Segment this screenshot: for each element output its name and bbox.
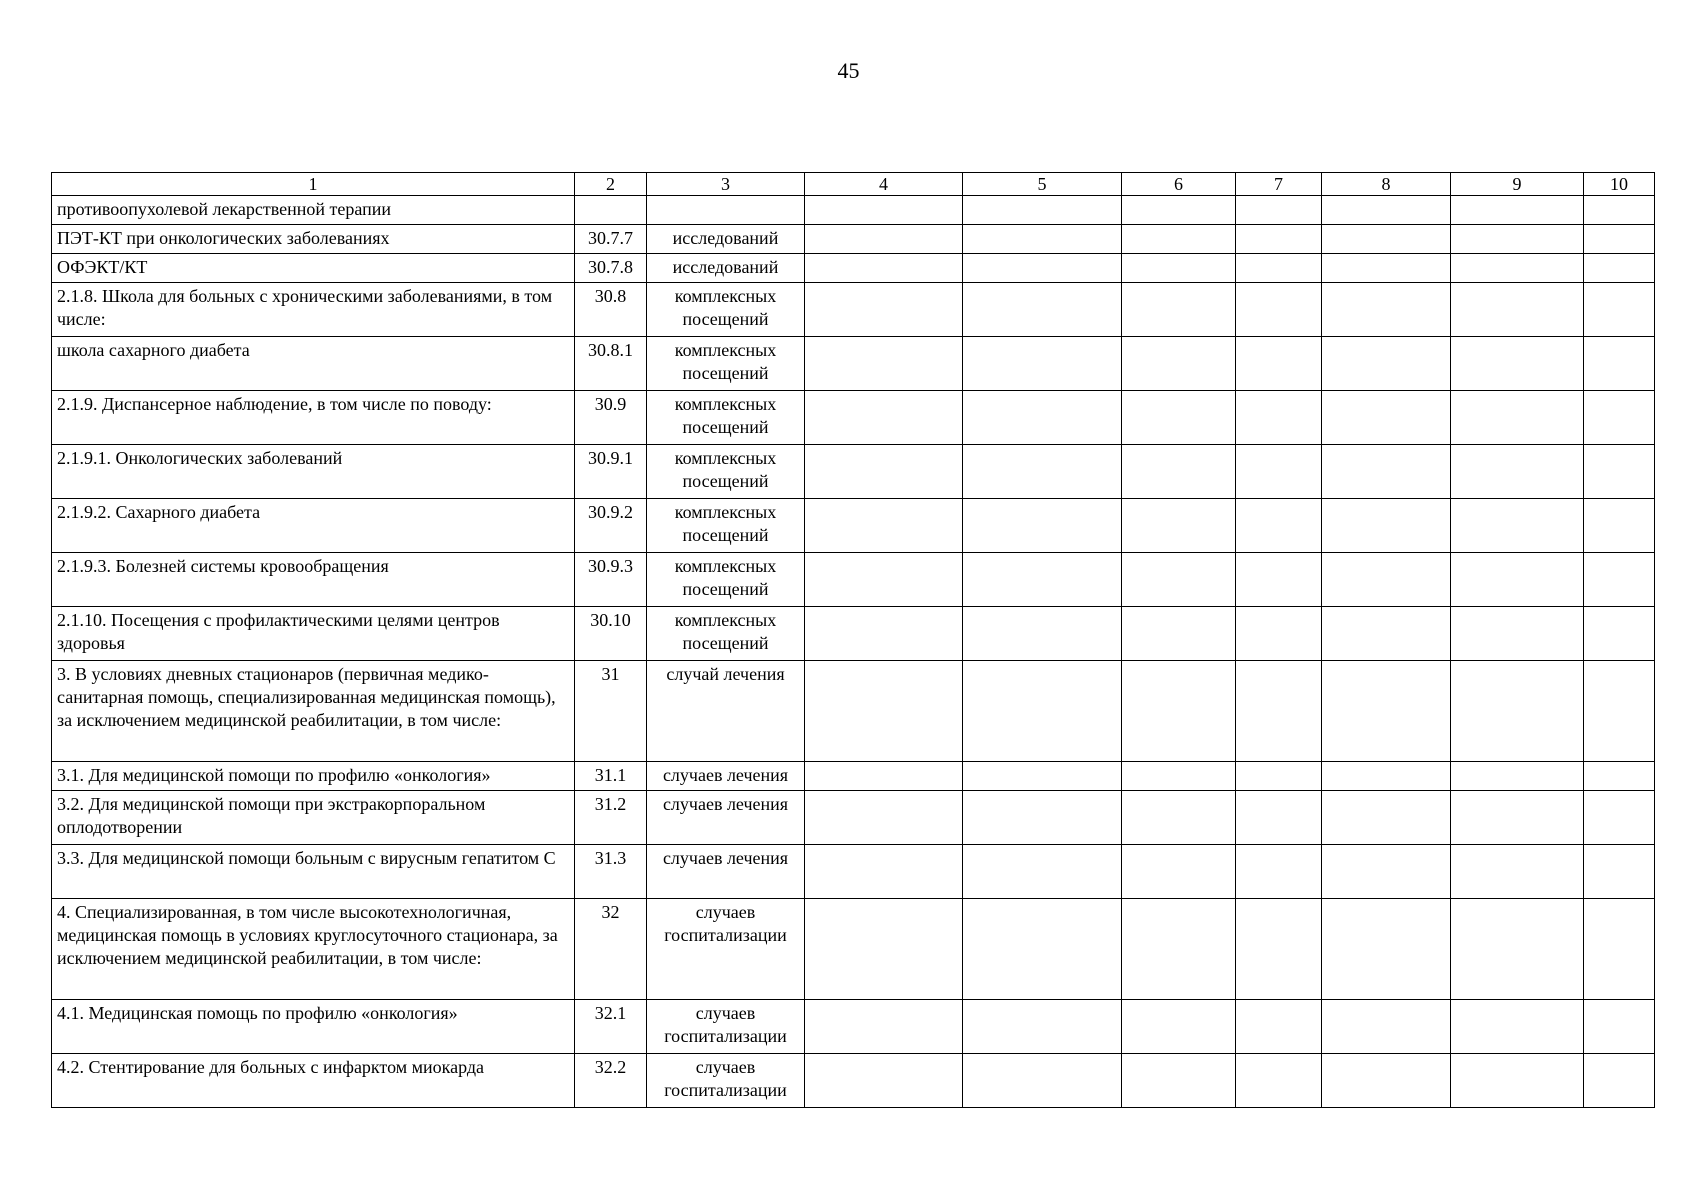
column-header: 10: [1584, 173, 1655, 196]
empty-cell: [1236, 762, 1322, 791]
empty-cell: [963, 762, 1122, 791]
empty-cell: [1584, 553, 1655, 607]
empty-cell: [1122, 254, 1236, 283]
empty-cell: [1584, 899, 1655, 1000]
empty-cell: [1122, 607, 1236, 661]
empty-cell: [1584, 225, 1655, 254]
table-row: [52, 899, 1655, 1000]
empty-cell: [1122, 845, 1236, 899]
table-row: [52, 391, 1655, 445]
row-unit: случаев лечения: [647, 845, 805, 899]
row-code: 30.8.1: [575, 337, 647, 391]
row-unit: случаев лечения: [647, 762, 805, 791]
empty-cell: [1236, 845, 1322, 899]
column-header: 3: [647, 173, 805, 196]
row-unit: случаев лечения: [647, 791, 805, 845]
empty-cell: [1236, 1054, 1322, 1108]
empty-cell: [963, 899, 1122, 1000]
row-code: 30.8: [575, 283, 647, 337]
row-name: 4.2. Стентирование для больных с инфарктом миокарда: [52, 1054, 575, 1108]
row-unit: комплексных посещений: [647, 499, 805, 553]
page-number: 45: [837, 58, 860, 83]
empty-cell: [1451, 337, 1584, 391]
empty-cell: [1451, 553, 1584, 607]
row-code: 31.3: [575, 845, 647, 899]
empty-cell: [1451, 1054, 1584, 1108]
table-row: [52, 845, 1655, 899]
empty-cell: [1584, 661, 1655, 762]
empty-cell: [1322, 899, 1451, 1000]
row-name: 4. Специализированная, в том числе высокотехнологичная, медицинская помощь в условиях круглосуточного стационара, за исключением медицинской реабилитации, в том числе:: [52, 899, 575, 1000]
empty-cell: [1236, 791, 1322, 845]
empty-cell: [1122, 661, 1236, 762]
empty-cell: [1584, 1054, 1655, 1108]
empty-cell: [963, 499, 1122, 553]
empty-cell: [1236, 337, 1322, 391]
empty-cell: [1236, 1000, 1322, 1054]
empty-cell: [1122, 225, 1236, 254]
row-code: 30.9.3: [575, 553, 647, 607]
empty-cell: [1322, 1054, 1451, 1108]
row-unit: случай лечения: [647, 661, 805, 762]
empty-cell: [1122, 445, 1236, 499]
data-table: [51, 172, 1655, 1108]
table-row: [52, 254, 1655, 283]
empty-cell: [1584, 762, 1655, 791]
row-name: 2.1.9.3. Болезней системы кровообращения: [52, 553, 575, 607]
empty-cell: [1322, 225, 1451, 254]
row-unit: комплексных посещений: [647, 337, 805, 391]
empty-cell: [1451, 791, 1584, 845]
empty-cell: [1584, 283, 1655, 337]
empty-cell: [963, 1054, 1122, 1108]
row-code: 31: [575, 661, 647, 762]
row-code: 30.7.8: [575, 254, 647, 283]
row-unit: комплексных посещений: [647, 607, 805, 661]
empty-cell: [1584, 607, 1655, 661]
row-name: 2.1.8. Школа для больных с хроническими заболеваниями, в том числе:: [52, 283, 575, 337]
table-row: [52, 499, 1655, 553]
row-code: 31.2: [575, 791, 647, 845]
empty-cell: [1322, 762, 1451, 791]
empty-cell: [1584, 254, 1655, 283]
empty-cell: [805, 1000, 963, 1054]
table-row: [52, 1054, 1655, 1108]
row-name: ПЭТ-КТ при онкологических заболеваниях: [52, 225, 575, 254]
row-unit: комплексных посещений: [647, 391, 805, 445]
empty-cell: [963, 607, 1122, 661]
row-code: 32: [575, 899, 647, 1000]
empty-cell: [963, 1000, 1122, 1054]
row-unit: комплексных посещений: [647, 445, 805, 499]
row-unit: случаев госпитализации: [647, 1054, 805, 1108]
table-row: [52, 283, 1655, 337]
empty-cell: [1122, 791, 1236, 845]
row-name: 4.1. Медицинская помощь по профилю «онкология»: [52, 1000, 575, 1054]
empty-cell: [1236, 899, 1322, 1000]
empty-cell: [1451, 254, 1584, 283]
empty-cell: [963, 283, 1122, 337]
table-row: [52, 791, 1655, 845]
empty-cell: [963, 791, 1122, 845]
empty-cell: [805, 845, 963, 899]
empty-cell: [1322, 499, 1451, 553]
column-header: 7: [1236, 173, 1322, 196]
row-code: [575, 196, 647, 225]
empty-cell: [1584, 445, 1655, 499]
row-code: 30.9.1: [575, 445, 647, 499]
empty-cell: [1122, 283, 1236, 337]
row-name: 3.1. Для медицинской помощи по профилю «онкология»: [52, 762, 575, 791]
table-row: [52, 196, 1655, 225]
row-name: 2.1.10. Посещения с профилактическими целями центров здоровья: [52, 607, 575, 661]
empty-cell: [805, 1054, 963, 1108]
column-header: 2: [575, 173, 647, 196]
column-header: 1: [52, 173, 575, 196]
empty-cell: [963, 391, 1122, 445]
empty-cell: [1236, 607, 1322, 661]
empty-cell: [1584, 845, 1655, 899]
empty-cell: [1236, 553, 1322, 607]
empty-cell: [1122, 499, 1236, 553]
empty-cell: [1322, 845, 1451, 899]
empty-cell: [805, 661, 963, 762]
empty-cell: [1122, 762, 1236, 791]
column-header: 5: [963, 173, 1122, 196]
empty-cell: [1236, 283, 1322, 337]
empty-cell: [1322, 391, 1451, 445]
empty-cell: [1122, 553, 1236, 607]
column-header: 4: [805, 173, 963, 196]
empty-cell: [1451, 499, 1584, 553]
column-header: 9: [1451, 173, 1584, 196]
empty-cell: [1236, 254, 1322, 283]
empty-cell: [963, 661, 1122, 762]
empty-cell: [963, 845, 1122, 899]
table-row: [52, 762, 1655, 791]
empty-cell: [1322, 791, 1451, 845]
empty-cell: [1122, 1054, 1236, 1108]
row-name: противоопухолевой лекарственной терапии: [52, 196, 575, 225]
empty-cell: [1451, 283, 1584, 337]
empty-cell: [1584, 791, 1655, 845]
empty-cell: [1236, 661, 1322, 762]
empty-cell: [805, 254, 963, 283]
empty-cell: [1236, 391, 1322, 445]
row-name: 3.2. Для медицинской помощи при экстракорпоральном оплодотворении: [52, 791, 575, 845]
table-row: [52, 337, 1655, 391]
header-row: [52, 173, 1655, 196]
row-name: 3.3. Для медицинской помощи больным с вирусным гепатитом С: [52, 845, 575, 899]
empty-cell: [1122, 337, 1236, 391]
empty-cell: [963, 225, 1122, 254]
empty-cell: [1236, 225, 1322, 254]
empty-cell: [805, 196, 963, 225]
empty-cell: [1451, 225, 1584, 254]
empty-cell: [1451, 1000, 1584, 1054]
row-code: 31.1: [575, 762, 647, 791]
empty-cell: [805, 607, 963, 661]
row-code: 32.1: [575, 1000, 647, 1054]
empty-cell: [1451, 661, 1584, 762]
empty-cell: [1236, 196, 1322, 225]
empty-cell: [1322, 607, 1451, 661]
column-header: 6: [1122, 173, 1236, 196]
row-unit: комплексных посещений: [647, 283, 805, 337]
empty-cell: [1236, 499, 1322, 553]
empty-cell: [1236, 445, 1322, 499]
empty-cell: [1122, 391, 1236, 445]
empty-cell: [805, 499, 963, 553]
empty-cell: [1584, 1000, 1655, 1054]
empty-cell: [1451, 899, 1584, 1000]
empty-cell: [1584, 499, 1655, 553]
table-row: [52, 553, 1655, 607]
row-name: 3. В условиях дневных стационаров (первичная медико-санитарная помощь, специализированная медицинская помощь), за исключением медицинской реабилитации, в том числе:: [52, 661, 575, 762]
empty-cell: [1322, 337, 1451, 391]
empty-cell: [1451, 391, 1584, 445]
row-unit: исследований: [647, 254, 805, 283]
table-row: [52, 607, 1655, 661]
empty-cell: [1122, 1000, 1236, 1054]
row-name: ОФЭКТ/КТ: [52, 254, 575, 283]
row-unit: [647, 196, 805, 225]
row-unit: исследований: [647, 225, 805, 254]
empty-cell: [1122, 196, 1236, 225]
row-code: 30.9: [575, 391, 647, 445]
empty-cell: [805, 791, 963, 845]
table-row: [52, 661, 1655, 762]
row-code: 30.7.7: [575, 225, 647, 254]
empty-cell: [1584, 391, 1655, 445]
empty-cell: [1584, 196, 1655, 225]
empty-cell: [1451, 607, 1584, 661]
empty-cell: [805, 899, 963, 1000]
empty-cell: [805, 283, 963, 337]
empty-cell: [1322, 283, 1451, 337]
empty-cell: [963, 337, 1122, 391]
empty-cell: [805, 391, 963, 445]
empty-cell: [805, 553, 963, 607]
empty-cell: [805, 762, 963, 791]
row-code: 32.2: [575, 1054, 647, 1108]
row-name: 2.1.9.1. Онкологических заболеваний: [52, 445, 575, 499]
empty-cell: [805, 225, 963, 254]
empty-cell: [963, 445, 1122, 499]
row-unit: комплексных посещений: [647, 553, 805, 607]
row-code: 30.10: [575, 607, 647, 661]
empty-cell: [963, 196, 1122, 225]
empty-cell: [1122, 899, 1236, 1000]
empty-cell: [1451, 762, 1584, 791]
empty-cell: [1322, 553, 1451, 607]
empty-cell: [1322, 1000, 1451, 1054]
empty-cell: [1451, 845, 1584, 899]
empty-cell: [1322, 661, 1451, 762]
column-header: 8: [1322, 173, 1451, 196]
row-code: 30.9.2: [575, 499, 647, 553]
row-name: 2.1.9.2. Сахарного диабета: [52, 499, 575, 553]
table-row: [52, 445, 1655, 499]
empty-cell: [1451, 196, 1584, 225]
empty-cell: [1322, 196, 1451, 225]
empty-cell: [1451, 445, 1584, 499]
empty-cell: [1584, 337, 1655, 391]
empty-cell: [963, 553, 1122, 607]
empty-cell: [805, 337, 963, 391]
row-name: школа сахарного диабета: [52, 337, 575, 391]
empty-cell: [963, 254, 1122, 283]
row-name: 2.1.9. Диспансерное наблюдение, в том числе по поводу:: [52, 391, 575, 445]
empty-cell: [1322, 445, 1451, 499]
row-unit: случаев госпитализации: [647, 899, 805, 1000]
empty-cell: [1322, 254, 1451, 283]
row-unit: случаев госпитализации: [647, 1000, 805, 1054]
table-row: [52, 1000, 1655, 1054]
table-row: [52, 225, 1655, 254]
empty-cell: [805, 445, 963, 499]
